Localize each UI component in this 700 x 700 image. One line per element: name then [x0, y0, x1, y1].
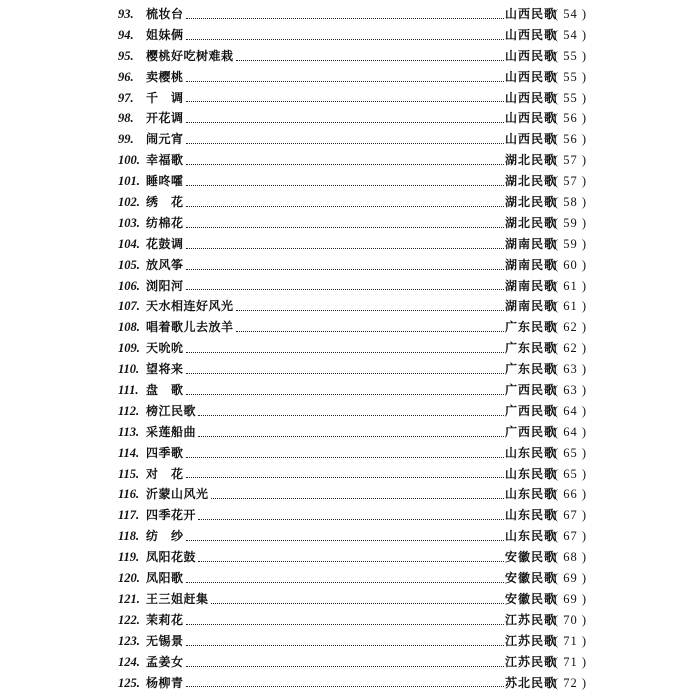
entry-number: 116.: [118, 487, 140, 502]
entry-title: 浏阳河: [146, 278, 184, 293]
dot-leader: [186, 373, 504, 395]
entry-source: 山西民歌: [505, 7, 558, 21]
entry-title: 唱着歌儿去放羊: [146, 320, 234, 335]
entry-title: 杨柳青: [146, 675, 184, 690]
entry-page-number: ( 66 ): [554, 487, 588, 502]
entry-source: 湖南民歌: [505, 257, 558, 272]
entry-page-number: ( 68 ): [554, 550, 588, 565]
entry-source: 安徽民歌: [505, 550, 558, 565]
entry-number: 117.: [118, 508, 140, 523]
entry-page-number: ( 69 ): [554, 591, 588, 606]
entry-page-number: ( 64 ): [554, 424, 588, 439]
dot-leader: [186, 227, 504, 249]
entry-page-number: ( 57 ): [554, 174, 588, 189]
entry-number: 112.: [118, 403, 140, 418]
entry-source: 山西民歌: [505, 111, 558, 126]
dot-leader: [186, 269, 504, 291]
dot-leader: [186, 666, 504, 688]
entry-page-number: ( 56 ): [554, 111, 588, 126]
entry-number: 118.: [118, 529, 140, 544]
entry-source: 山西民歌: [505, 27, 558, 42]
entry-number: 111.: [118, 383, 139, 398]
dot-leader: [186, 645, 504, 667]
entry-page-number: ( 59 ): [554, 236, 588, 251]
entry-title: 梳妆台: [146, 7, 184, 21]
entry-number: 99.: [118, 132, 134, 147]
dot-leader: [186, 101, 504, 123]
entry-page-number: ( 61 ): [554, 299, 588, 314]
table-of-contents: [0, 4, 700, 693]
entry-source: 湖北民歌: [505, 215, 558, 230]
dot-leader: [186, 436, 504, 458]
entry-title: 王三姐赶集: [146, 591, 209, 606]
dot-leader: [236, 289, 504, 311]
entry-number: 119.: [118, 550, 140, 565]
dot-leader: [198, 498, 504, 520]
dot-leader: [186, 185, 504, 207]
dot-leader: [186, 18, 504, 40]
entry-source: 安徽民歌: [505, 591, 558, 606]
entry-source: 山西民歌: [505, 132, 558, 147]
entry-source: 安徽民歌: [505, 571, 558, 586]
entry-source: 湖南民歌: [505, 236, 558, 251]
entry-page-number: ( 63 ): [554, 383, 588, 398]
entry-source: 山西民歌: [505, 90, 558, 105]
dot-leader: [198, 415, 504, 437]
entry-source: 山西民歌: [505, 48, 558, 63]
entry-title: 榜江民歌: [146, 403, 197, 418]
entry-title: 花鼓调: [146, 236, 184, 251]
entry-page-number: ( 71 ): [554, 654, 588, 669]
dot-leader: [186, 60, 504, 82]
entry-title: 卖樱桃: [146, 69, 184, 84]
entry-title: 无锡景: [146, 633, 184, 648]
entry-source: 广西民歌: [505, 383, 558, 398]
entry-source: 广东民歌: [505, 320, 558, 335]
entry-title: 茉莉花: [146, 612, 184, 627]
entry-title: 天吮吮: [146, 341, 184, 356]
entry-number: 115.: [118, 466, 140, 481]
entry-number: 100.: [118, 153, 140, 168]
entry-source: 湖南民歌: [505, 278, 558, 293]
entry-number: 97.: [118, 90, 134, 105]
entry-source: 苏北民歌: [505, 675, 558, 690]
entry-title: 睡咚嚯: [146, 174, 184, 189]
entry-page-number: ( 69 ): [554, 571, 588, 586]
entry-number: 122.: [118, 612, 140, 627]
dot-leader: [186, 603, 504, 625]
entry-page-number: ( 67 ): [554, 508, 588, 523]
entry-page-number: ( 65 ): [554, 466, 588, 481]
entry-title: 闹元宵: [146, 132, 184, 147]
entry-title: 樱桃好吃树难栽: [146, 48, 234, 63]
entry-title: 纺 纱: [146, 529, 184, 544]
entry-title: 孟姜女: [146, 654, 184, 669]
entry-title: 盘 歌: [146, 383, 184, 398]
dot-leader: [186, 143, 504, 165]
dot-leader: [211, 582, 504, 604]
entry-title: 千 调: [146, 90, 184, 105]
dot-leader: [186, 624, 504, 646]
dot-leader: [186, 248, 504, 270]
entry-source: 湖北民歌: [505, 153, 558, 168]
entry-number: 113.: [118, 424, 140, 439]
entry-number: 106.: [118, 278, 140, 293]
entry-number: 95.: [118, 48, 134, 63]
entry-page-number: ( 72 ): [554, 675, 588, 690]
dot-leader: [186, 561, 504, 583]
entry-title: 对 花: [146, 466, 184, 481]
entry-source: 山东民歌: [505, 466, 558, 481]
dot-leader: [186, 164, 504, 186]
entry-source: 广西民歌: [505, 424, 558, 439]
entry-page-number: ( 63 ): [554, 362, 588, 377]
entry-source: 山东民歌: [505, 529, 558, 544]
entry-title: 绣 花: [146, 195, 184, 210]
entry-source: 江苏民歌: [505, 654, 558, 669]
entry-number: 104.: [118, 236, 140, 251]
entry-page-number: ( 67 ): [554, 529, 588, 544]
entry-title: 采莲船曲: [146, 424, 197, 439]
entry-source: 湖北民歌: [505, 195, 558, 210]
entry-page-number: ( 54 ): [554, 27, 588, 42]
dot-leader: [186, 122, 504, 144]
entry-number: 108.: [118, 320, 140, 335]
entry-number: 107.: [118, 299, 140, 314]
entry-title: 凤阳歌: [146, 571, 184, 586]
entry-number: 103.: [118, 215, 140, 230]
entry-source: 山东民歌: [505, 445, 558, 460]
entry-number: 121.: [118, 591, 140, 606]
dot-leader: [186, 352, 504, 374]
dot-leader: [236, 39, 504, 61]
entry-number: 102.: [118, 195, 140, 210]
entry-number: 114.: [118, 445, 140, 460]
entry-title: 望将来: [146, 362, 184, 377]
entry-source: 广西民歌: [505, 403, 558, 418]
entry-number: 120.: [118, 571, 140, 586]
entry-number: 123.: [118, 633, 140, 648]
entry-page-number: ( 60 ): [554, 257, 588, 272]
entry-page-number: ( 62 ): [554, 320, 588, 335]
entry-page-number: ( 58 ): [554, 195, 588, 210]
entry-number: 94.: [118, 27, 134, 42]
entry-title: 纺棉花: [146, 215, 184, 230]
entry-page-number: ( 55 ): [554, 90, 588, 105]
entry-source: 山东民歌: [505, 508, 558, 523]
entry-source: 广东民歌: [505, 362, 558, 377]
entry-title: 沂蒙山风光: [146, 487, 209, 502]
dot-leader: [186, 0, 504, 19]
entry-source: 江苏民歌: [505, 633, 558, 648]
dot-leader: [186, 519, 504, 541]
entry-number: 109.: [118, 341, 140, 356]
toc-entry: [0, 673, 700, 694]
entry-title: 四季歌: [146, 445, 184, 460]
dot-leader: [186, 457, 504, 479]
dot-leader: [211, 477, 504, 499]
entry-page-number: ( 64 ): [554, 403, 588, 418]
entry-number: 125.: [118, 675, 140, 690]
dot-leader: [186, 81, 504, 103]
entry-number: 105.: [118, 257, 140, 272]
dot-leader: [186, 206, 504, 228]
entry-source: 山西民歌: [505, 69, 558, 84]
entry-source: 山东民歌: [505, 487, 558, 502]
entry-source: 湖北民歌: [505, 174, 558, 189]
entry-page-number: ( 65 ): [554, 445, 588, 460]
entry-number: 110.: [118, 362, 140, 377]
entry-page-number: ( 59 ): [554, 215, 588, 230]
entry-number: 98.: [118, 111, 134, 126]
entry-number: 96.: [118, 69, 134, 84]
entry-page-number: ( 62 ): [554, 341, 588, 356]
entry-number: 101.: [118, 174, 140, 189]
dot-leader: [186, 331, 504, 353]
dot-leader: [198, 394, 504, 416]
entry-title: 天水相连好风光: [146, 299, 234, 314]
entry-page-number: ( 57 ): [554, 153, 588, 168]
entry-page-number: ( 70 ): [554, 612, 588, 627]
dot-leader: [198, 540, 504, 562]
entry-page-number: ( 54 ): [554, 7, 588, 21]
entry-title: 幸福歌: [146, 153, 184, 168]
entry-title: 放风筝: [146, 257, 184, 272]
entry-title: 开花调: [146, 111, 184, 126]
entry-title: 凤阳花鼓: [146, 550, 197, 565]
entry-source: 广东民歌: [505, 341, 558, 356]
entry-page-number: ( 61 ): [554, 278, 588, 293]
entry-number: 124.: [118, 654, 140, 669]
dot-leader: [236, 310, 504, 332]
entry-page-number: ( 71 ): [554, 633, 588, 648]
entry-number: 93.: [118, 7, 134, 21]
entry-page-number: ( 55 ): [554, 48, 588, 63]
entry-page-number: ( 56 ): [554, 132, 588, 147]
entry-title: 姐妹俩: [146, 27, 184, 42]
entry-source: 湖南民歌: [505, 299, 558, 314]
entry-title: 四季花开: [146, 508, 197, 523]
entry-page-number: ( 55 ): [554, 69, 588, 84]
entry-source: 江苏民歌: [505, 612, 558, 627]
